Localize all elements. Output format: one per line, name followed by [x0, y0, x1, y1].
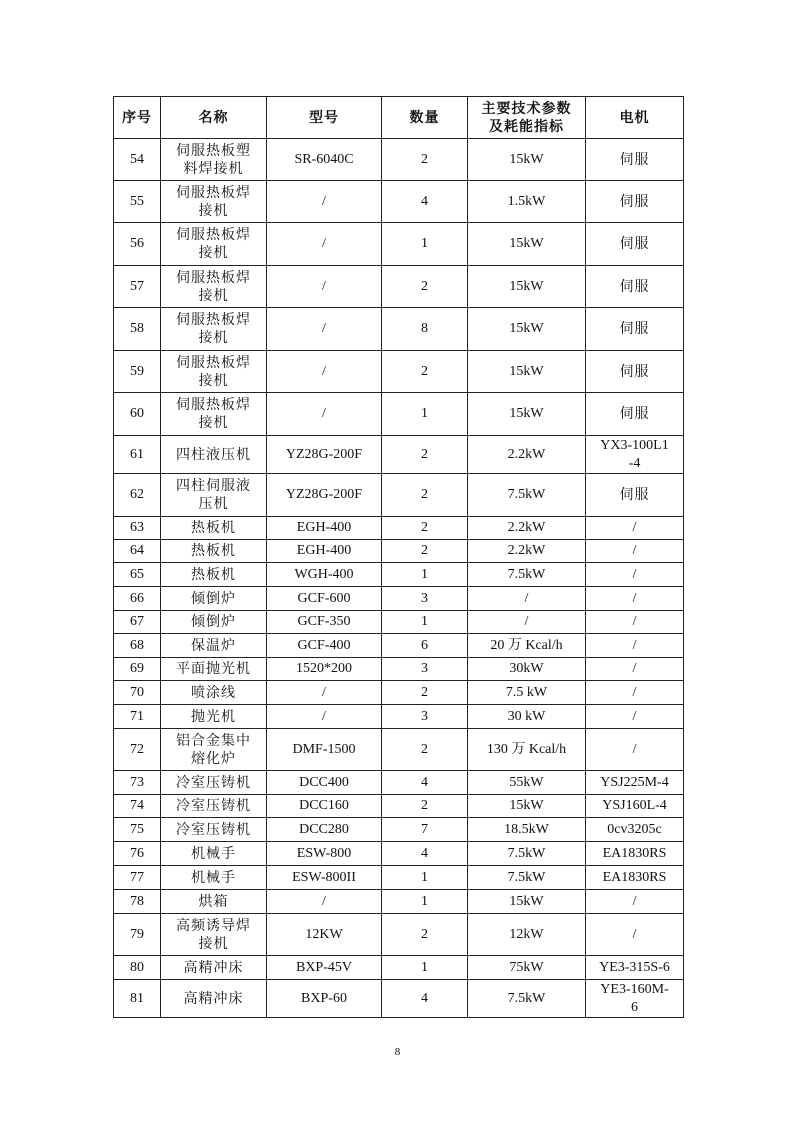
cell-motor [586, 517, 684, 540]
cell-model: / [267, 890, 382, 914]
cell-motor [586, 181, 684, 223]
table-row [114, 634, 684, 658]
cell-name-line: 接机 [198, 202, 229, 219]
cell-seq: 57 [114, 266, 161, 308]
cell-motor [586, 139, 684, 181]
cell-params: 2.2kW [468, 436, 586, 474]
cell-name-line: 伺服热板焊 [176, 269, 251, 286]
cell-qty: 3 [382, 658, 468, 681]
cell-model: YZ28G-200F [267, 436, 382, 474]
cell-name-line: 机械手 [191, 869, 236, 886]
cell-name-line: 保温炉 [191, 637, 236, 654]
table-header-row [114, 97, 684, 139]
cell-name [161, 474, 267, 517]
cell-seq: 58 [114, 308, 161, 351]
cell-seq: 71 [114, 705, 161, 729]
cell-motor-line: / [632, 708, 637, 724]
cell-model: / [267, 705, 382, 729]
cell-motor [586, 308, 684, 351]
table-row [114, 980, 684, 1018]
cell-qty: 1 [382, 890, 468, 914]
cell-model: EGH-400 [267, 517, 382, 540]
cell-model: GCF-600 [267, 587, 382, 611]
cell-motor [586, 681, 684, 705]
table-row [114, 587, 684, 611]
cell-motor [586, 563, 684, 587]
cell-params: 2.2kW [468, 517, 586, 540]
cell-name-line: 伺服热板焊 [176, 227, 251, 243]
table-row [114, 563, 684, 587]
cell-name-line: 四柱液压机 [176, 446, 251, 463]
cell-params: 75kW [468, 956, 586, 980]
cell-model: 12KW [267, 914, 382, 956]
cell-motor-line: / [632, 543, 637, 558]
cell-seq: 72 [114, 729, 161, 771]
cell-params: 7.5kW [468, 563, 586, 587]
cell-model: GCF-350 [267, 611, 382, 634]
cell-name-line: 抛光机 [191, 708, 236, 725]
cell-name-line: 伺服热板塑 [176, 142, 251, 159]
table-row [114, 393, 684, 436]
cell-name [161, 540, 267, 563]
cell-name [161, 842, 267, 866]
cell-motor-line: 6 [631, 999, 638, 1015]
cell-motor [586, 842, 684, 866]
cell-name [161, 634, 267, 658]
cell-motor-line: 伺服 [619, 278, 650, 295]
cell-qty: 3 [382, 705, 468, 729]
cell-model: WGH-400 [267, 563, 382, 587]
cell-qty: 2 [382, 914, 468, 956]
cell-motor [586, 474, 684, 517]
cell-motor-line: / [632, 661, 637, 676]
cell-motor-line: / [632, 520, 637, 535]
cell-motor [586, 705, 684, 729]
cell-params: / [468, 611, 586, 634]
cell-motor-line: YX3-100L1 [600, 437, 669, 453]
cell-name-line: 四柱伺服液 [176, 478, 251, 494]
cell-params: 55kW [468, 771, 586, 795]
cell-qty: 2 [382, 681, 468, 705]
cell-params: 15kW [468, 266, 586, 308]
table-row [114, 914, 684, 956]
header-motor: 电机 [586, 97, 684, 139]
cell-name [161, 266, 267, 308]
cell-motor-line: / [632, 614, 637, 629]
cell-model: / [267, 181, 382, 223]
cell-motor [586, 223, 684, 266]
cell-name [161, 308, 267, 351]
header-params [468, 97, 586, 139]
cell-model: DCC280 [267, 818, 382, 842]
cell-motor-line: / [632, 893, 637, 909]
cell-qty: 1 [382, 223, 468, 266]
cell-qty: 1 [382, 956, 468, 980]
cell-name-line: 伺服热板焊 [176, 184, 251, 201]
cell-seq: 74 [114, 795, 161, 818]
cell-model: YZ28G-200F [267, 474, 382, 517]
cell-model: DCC400 [267, 771, 382, 795]
cell-motor-line: / [632, 637, 637, 653]
cell-seq: 68 [114, 634, 161, 658]
cell-params: 30kW [468, 658, 586, 681]
cell-seq: 55 [114, 181, 161, 223]
cell-name-line: 机械手 [191, 845, 236, 862]
cell-seq: 61 [114, 436, 161, 474]
cell-model: / [267, 681, 382, 705]
table-row [114, 139, 684, 181]
cell-name [161, 771, 267, 795]
table-row [114, 474, 684, 517]
cell-seq: 73 [114, 771, 161, 795]
table-row [114, 866, 684, 890]
cell-seq: 81 [114, 980, 161, 1018]
cell-model: / [267, 308, 382, 351]
cell-seq: 56 [114, 223, 161, 266]
cell-motor [586, 771, 684, 795]
table-row [114, 436, 684, 474]
cell-name-line: 热板机 [191, 566, 236, 583]
table-row [114, 842, 684, 866]
cell-qty: 4 [382, 771, 468, 795]
cell-params: 20 万 Kcal/h [468, 634, 586, 658]
cell-name-line: 喷涂线 [191, 684, 236, 701]
cell-name [161, 223, 267, 266]
cell-name [161, 139, 267, 181]
cell-name-line: 接机 [198, 287, 229, 304]
cell-name [161, 517, 267, 540]
cell-params: 7.5kW [468, 842, 586, 866]
cell-model: EGH-400 [267, 540, 382, 563]
cell-params: 15kW [468, 351, 586, 393]
cell-qty: 1 [382, 563, 468, 587]
cell-seq: 78 [114, 890, 161, 914]
cell-motor-line: -4 [628, 455, 641, 471]
cell-motor [586, 658, 684, 681]
cell-motor-line: 伺服 [619, 193, 650, 210]
cell-params: / [468, 587, 586, 611]
cell-params: 1.5kW [468, 181, 586, 223]
cell-qty: 4 [382, 181, 468, 223]
table-row [114, 266, 684, 308]
cell-motor-line: 伺服 [619, 151, 650, 168]
cell-seq: 62 [114, 474, 161, 517]
cell-name-line: 烘箱 [198, 893, 229, 910]
cell-name [161, 436, 267, 474]
table-row [114, 705, 684, 729]
cell-qty: 2 [382, 795, 468, 818]
cell-name [161, 795, 267, 818]
cell-seq: 65 [114, 563, 161, 587]
cell-model: / [267, 351, 382, 393]
cell-name-line: 倾倒炉 [191, 614, 236, 630]
cell-qty: 2 [382, 139, 468, 181]
cell-params: 2.2kW [468, 540, 586, 563]
cell-motor-line: / [632, 566, 637, 582]
cell-motor [586, 729, 684, 771]
cell-seq: 80 [114, 956, 161, 980]
cell-model: DMF-1500 [267, 729, 382, 771]
cell-params: 30 kW [468, 705, 586, 729]
header-model: 型号 [267, 97, 382, 139]
cell-params: 12kW [468, 914, 586, 956]
cell-motor-line: 伺服 [619, 487, 650, 503]
cell-qty: 2 [382, 729, 468, 771]
cell-params: 7.5 kW [468, 681, 586, 705]
cell-motor-line: 伺服 [619, 236, 650, 252]
cell-name [161, 980, 267, 1018]
cell-qty: 1 [382, 866, 468, 890]
cell-name [161, 181, 267, 223]
cell-motor [586, 393, 684, 436]
cell-model: / [267, 223, 382, 266]
cell-qty: 8 [382, 308, 468, 351]
cell-name [161, 890, 267, 914]
cell-name [161, 658, 267, 681]
cell-qty: 2 [382, 436, 468, 474]
header-params-line1: 主要技术参数 [481, 100, 572, 117]
table-body [114, 139, 684, 1018]
cell-qty: 2 [382, 517, 468, 540]
cell-model: ESW-800 [267, 842, 382, 866]
cell-params: 15kW [468, 890, 586, 914]
table-row [114, 223, 684, 266]
cell-motor [586, 914, 684, 956]
cell-seq: 54 [114, 139, 161, 181]
table-row [114, 890, 684, 914]
cell-seq: 76 [114, 842, 161, 866]
cell-name [161, 866, 267, 890]
cell-name [161, 351, 267, 393]
cell-name-line: 接机 [198, 415, 229, 431]
cell-model: SR-6040C [267, 139, 382, 181]
cell-name-line: 高频诱导焊 [176, 917, 251, 934]
cell-motor [586, 587, 684, 611]
cell-motor-line: / [632, 590, 637, 606]
cell-model: DCC160 [267, 795, 382, 818]
cell-params: 7.5kW [468, 866, 586, 890]
cell-params: 130 万 Kcal/h [468, 729, 586, 771]
cell-name-line: 熔化炉 [191, 750, 236, 767]
header-params-line2: 及耗能指标 [489, 118, 564, 135]
cell-qty: 3 [382, 587, 468, 611]
cell-seq: 75 [114, 818, 161, 842]
cell-seq: 64 [114, 540, 161, 563]
cell-name-line: 平面抛光机 [176, 661, 251, 677]
header-name: 名称 [161, 97, 267, 139]
table-row [114, 540, 684, 563]
cell-motor [586, 890, 684, 914]
cell-name-line: 热板机 [191, 543, 236, 559]
cell-qty: 4 [382, 980, 468, 1018]
cell-params: 7.5kW [468, 980, 586, 1018]
cell-name-line: 高精冲床 [183, 990, 244, 1007]
cell-seq: 63 [114, 517, 161, 540]
cell-params: 7.5kW [468, 474, 586, 517]
table-row [114, 681, 684, 705]
cell-qty: 2 [382, 266, 468, 308]
table-row [114, 729, 684, 771]
cell-name-line: 冷室压铸机 [176, 798, 251, 814]
cell-name-line: 铝合金集中 [176, 732, 251, 749]
cell-motor [586, 818, 684, 842]
cell-seq: 60 [114, 393, 161, 436]
cell-seq: 79 [114, 914, 161, 956]
cell-qty: 1 [382, 611, 468, 634]
cell-motor [586, 634, 684, 658]
cell-name [161, 393, 267, 436]
cell-name-line: 压机 [198, 496, 229, 512]
cell-motor-line: 伺服 [619, 321, 650, 337]
cell-name-line: 高精冲床 [183, 959, 244, 976]
cell-name-line: 接机 [198, 935, 229, 952]
table-row [114, 771, 684, 795]
cell-params: 15kW [468, 308, 586, 351]
cell-motor [586, 795, 684, 818]
table-row [114, 818, 684, 842]
cell-motor-line: YSJ225M-4 [600, 774, 669, 790]
cell-name-line: 倾倒炉 [191, 590, 236, 607]
cell-model: BXP-60 [267, 980, 382, 1018]
cell-name [161, 611, 267, 634]
cell-name-line: 冷室压铸机 [176, 821, 251, 838]
cell-params: 15kW [468, 139, 586, 181]
cell-motor-line: EA1830RS [602, 845, 667, 861]
cell-name [161, 956, 267, 980]
cell-motor [586, 980, 684, 1018]
header-qty: 数量 [382, 97, 468, 139]
cell-motor [586, 540, 684, 563]
cell-motor-line: YE3-315S-6 [599, 959, 670, 975]
cell-qty: 2 [382, 351, 468, 393]
equipment-table [113, 96, 684, 1018]
cell-motor-line: / [632, 926, 637, 942]
cell-name-line: 冷室压铸机 [176, 774, 251, 791]
table-row [114, 956, 684, 980]
cell-name [161, 914, 267, 956]
cell-motor-line: 伺服 [619, 406, 650, 422]
cell-params: 18.5kW [468, 818, 586, 842]
cell-motor-line: / [632, 741, 637, 757]
table-row [114, 517, 684, 540]
cell-params: 15kW [468, 393, 586, 436]
cell-motor-line: YE3-160M- [600, 981, 669, 997]
table-row [114, 611, 684, 634]
cell-model: / [267, 266, 382, 308]
cell-params: 15kW [468, 223, 586, 266]
table-row [114, 351, 684, 393]
cell-qty: 2 [382, 474, 468, 517]
cell-name [161, 818, 267, 842]
table-row [114, 181, 684, 223]
cell-qty: 2 [382, 540, 468, 563]
cell-seq: 59 [114, 351, 161, 393]
cell-name-line: 伺服热板焊 [176, 312, 251, 328]
cell-motor-line: 伺服 [619, 363, 650, 380]
cell-motor [586, 351, 684, 393]
cell-qty: 4 [382, 842, 468, 866]
cell-name [161, 705, 267, 729]
cell-seq: 77 [114, 866, 161, 890]
cell-model: 1520*200 [267, 658, 382, 681]
cell-name-line: 料焊接机 [183, 160, 244, 177]
cell-name [161, 729, 267, 771]
cell-name-line: 热板机 [191, 520, 236, 536]
cell-qty: 6 [382, 634, 468, 658]
cell-name-line: 接机 [198, 372, 229, 389]
cell-params: 15kW [468, 795, 586, 818]
cell-name-line: 接机 [198, 330, 229, 346]
cell-qty: 1 [382, 393, 468, 436]
header-seq: 序号 [114, 97, 161, 139]
page-number: 8 [394, 1046, 401, 1058]
cell-model: BXP-45V [267, 956, 382, 980]
table-row [114, 795, 684, 818]
cell-name-line: 伺服热板焊 [176, 397, 251, 413]
cell-motor-line: / [632, 684, 637, 700]
cell-motor-line: YSJ160L-4 [602, 798, 667, 813]
cell-name [161, 563, 267, 587]
cell-motor-line: 0cv3205c [607, 821, 662, 837]
cell-seq: 70 [114, 681, 161, 705]
cell-name-line: 接机 [198, 245, 229, 261]
cell-motor [586, 266, 684, 308]
cell-name [161, 681, 267, 705]
cell-model: GCF-400 [267, 634, 382, 658]
cell-motor [586, 866, 684, 890]
cell-seq: 69 [114, 658, 161, 681]
cell-seq: 66 [114, 587, 161, 611]
cell-motor [586, 611, 684, 634]
cell-qty: 7 [382, 818, 468, 842]
cell-motor [586, 436, 684, 474]
cell-name-line: 伺服热板焊 [176, 354, 251, 371]
cell-motor-line: EA1830RS [602, 869, 667, 885]
cell-seq: 67 [114, 611, 161, 634]
cell-model: / [267, 393, 382, 436]
cell-name [161, 587, 267, 611]
cell-motor [586, 956, 684, 980]
cell-model: ESW-800II [267, 866, 382, 890]
table-row [114, 308, 684, 351]
table-row [114, 658, 684, 681]
